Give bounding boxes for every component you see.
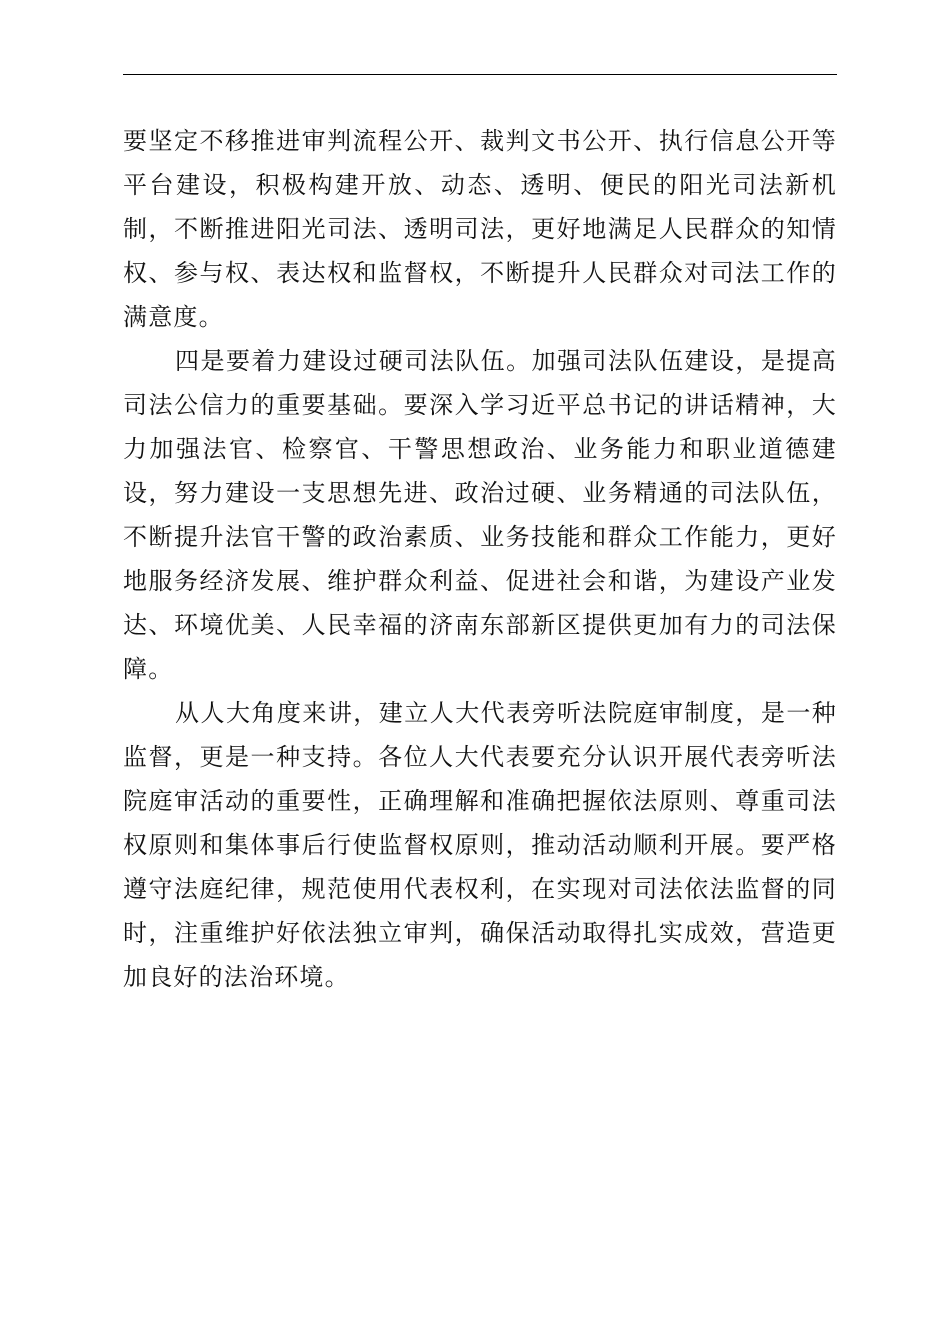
paragraph-3: 从人大角度来讲，建立人大代表旁听法院庭审制度，是一种监督，更是一种支持。各位人大代表要充分认识开展代表旁听法院庭审活动的重要性，正确理解和准确把握依法原则、尊重司法权原则和集体事后行使监督权原则，推动活动顺利开展。要严格遵守法庭纪律，规范使用代表权利，在实现对司法依法监督的同时，注重维护好依法独立审判，确保活动取得扎实成效，营造更加良好的法治环境。	[123, 699, 837, 991]
document-body	[123, 119, 837, 999]
paragraph-2: 四是要着力建设过硬司法队伍。加强司法队伍建设，是提高司法公信力的重要基础。要深入学习近平总书记的讲话精神，大力加强法官、检察官、干警思想政治、业务能力和职业道德建设，努力建设一支思想先进、政治过硬、业务精通的司法队伍，不断提升法官干警的政治素质、业务技能和群众工作能力，更好地服务经济发展、维护群众利益、促进社会和谐，为建设产业发达、环境优美、人民幸福的济南东部新区提供更加有力的司法保障。	[123, 347, 837, 683]
paragraph-1: 要坚定不移推进审判流程公开、裁判文书公开、执行信息公开等平台建设，积极构建开放、动态、透明、便民的阳光司法新机制，不断推进阳光司法、透明司法，更好地满足人民群众的知情权、参与权、表达权和监督权，不断提升人民群众对司法工作的满意度。	[123, 127, 837, 331]
header-rule	[123, 74, 837, 75]
